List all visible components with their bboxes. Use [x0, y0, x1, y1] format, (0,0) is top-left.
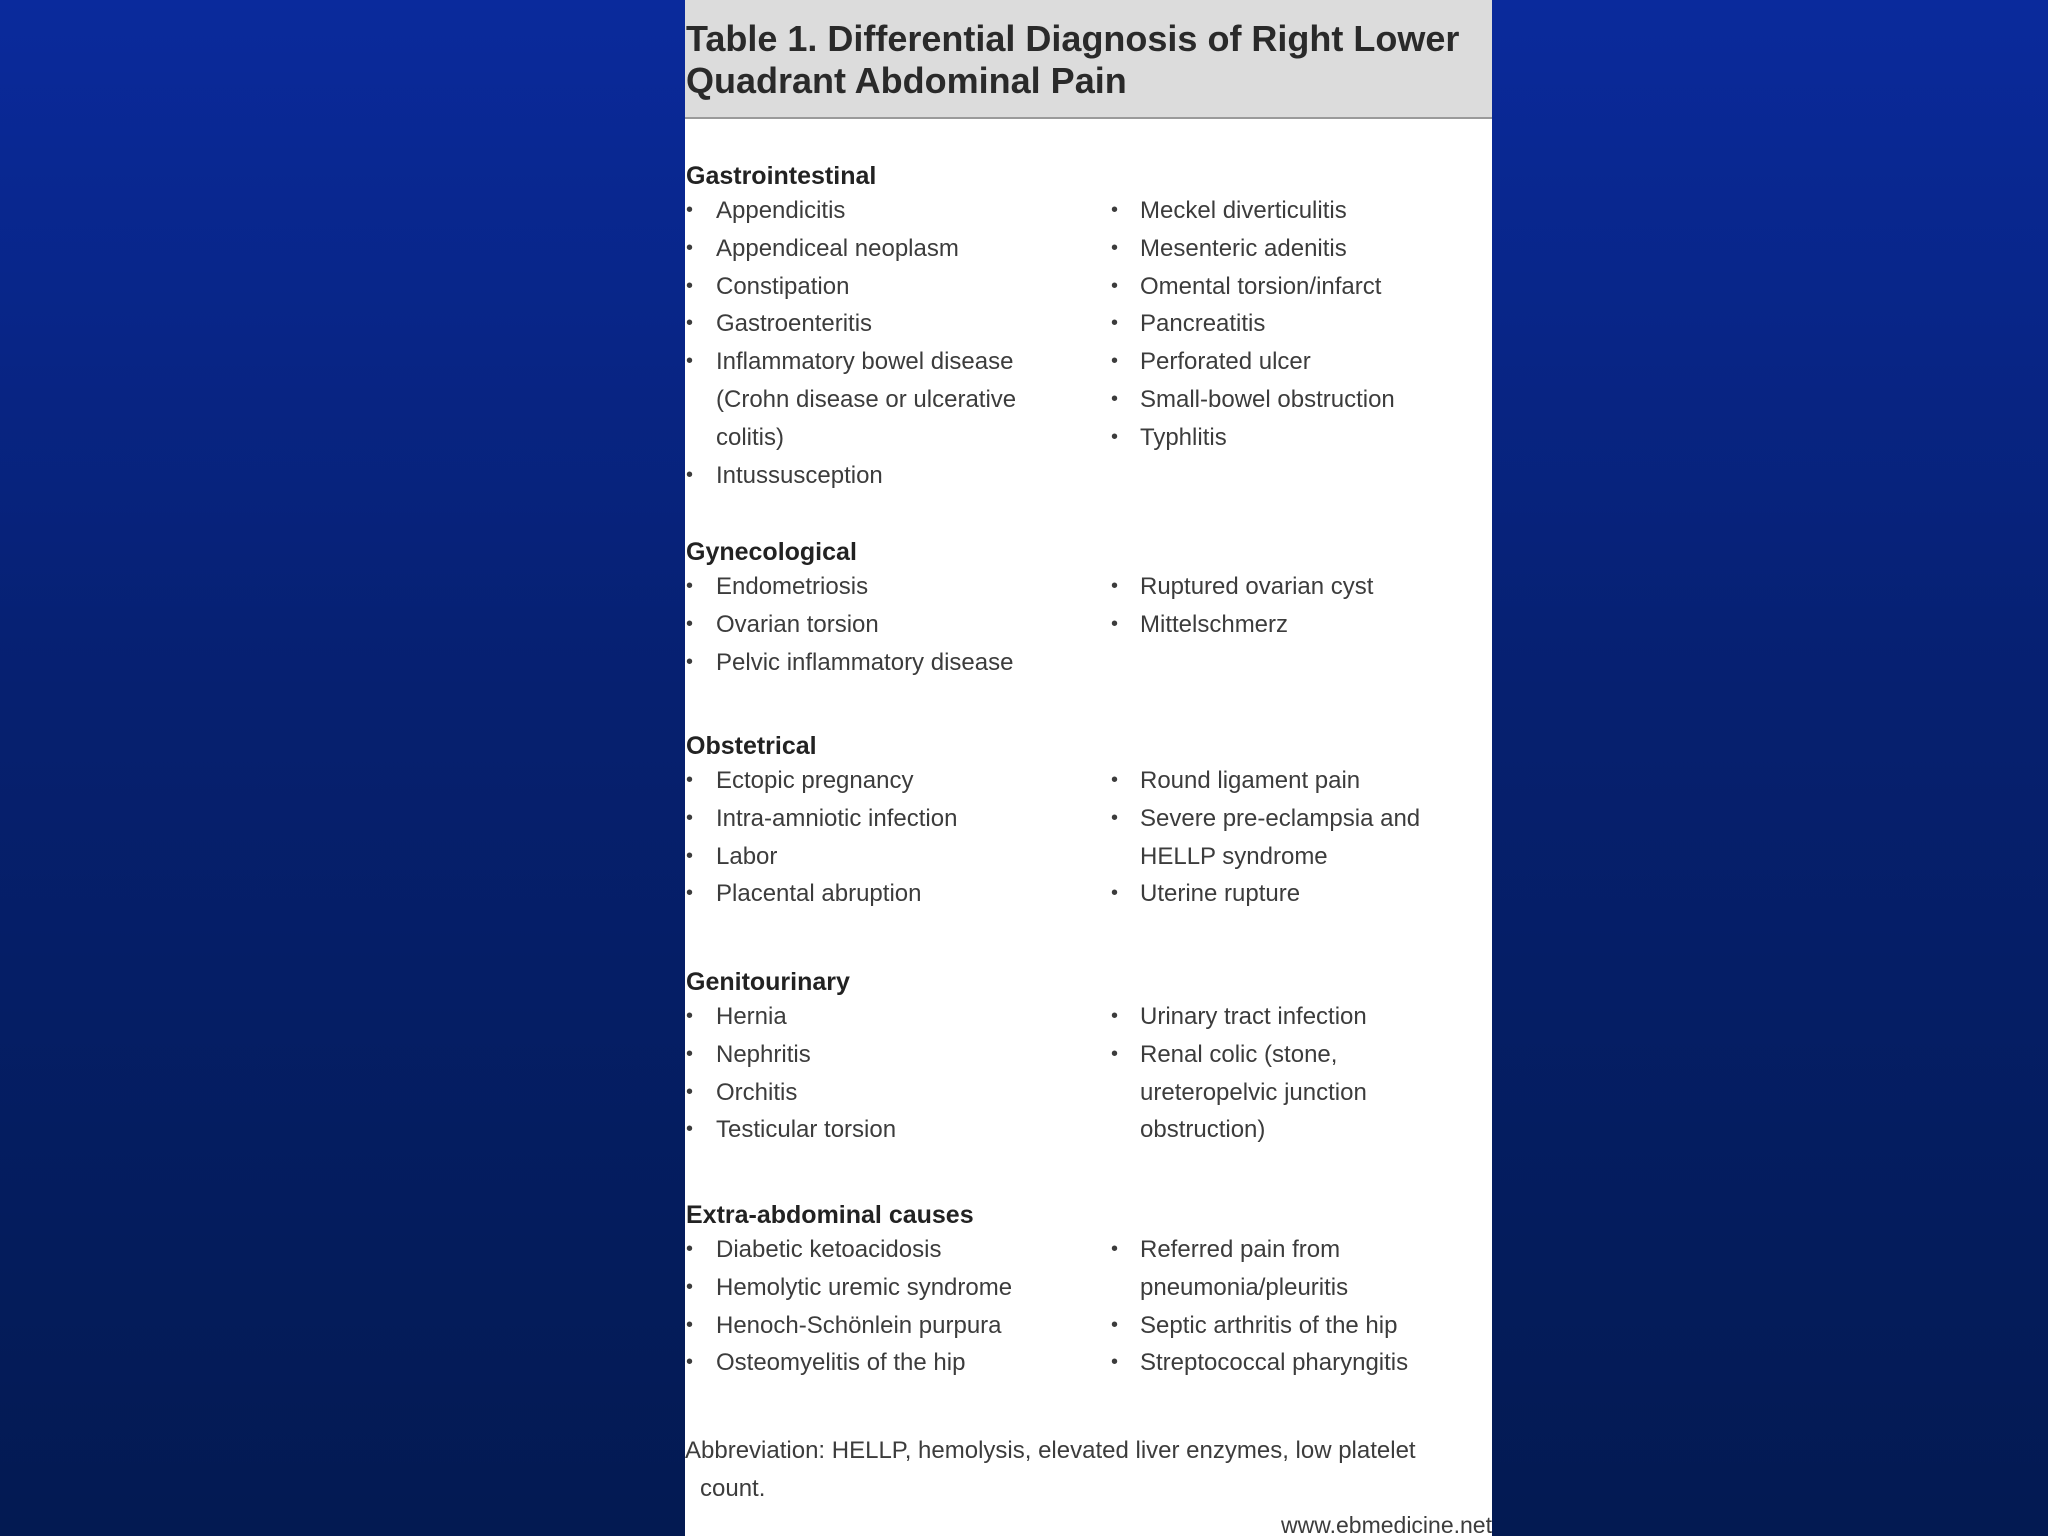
- section-heading: Gynecological: [686, 538, 857, 566]
- list-item: • Inflammatory bowel disease (Crohn disease or ulcerative colitis): [686, 348, 1017, 451]
- list-item: • Labor: [686, 842, 778, 870]
- list-item: • Hemolytic uremic syndrome: [686, 1273, 1013, 1301]
- list-item: • Septic arthritis of the hip: [1111, 1311, 1398, 1339]
- list-item: • Mittelschmerz: [1111, 610, 1289, 638]
- list-item: • Intra-amniotic infection: [686, 804, 958, 832]
- left-column: [685, 192, 1105, 494]
- list-item: • Ovarian torsion: [686, 610, 879, 638]
- list-item: • Uterine rupture: [1111, 880, 1301, 908]
- list-item: • Meckel diverticulitis: [1111, 197, 1347, 224]
- list-item: • Perforated ulcer: [1111, 348, 1311, 376]
- section-gynecological: [685, 536, 1492, 676]
- list-item: • Pelvic inflammatory disease: [686, 648, 1014, 676]
- table-card: [685, 0, 1492, 1536]
- list-item: • Constipation: [686, 272, 850, 300]
- section-heading: Genitourinary: [686, 968, 850, 996]
- right-column: [1108, 998, 1492, 1149]
- section-obstetrical: [685, 730, 1492, 908]
- table-title: Table 1. Differential Diagnosis of Right Lower Quadrant Abdominal Pain: [686, 18, 1460, 101]
- list-item: • Diabetic ketoacidosis: [686, 1236, 942, 1263]
- list-item: • Referred pain from pneumonia/pleuritis: [1111, 1236, 1349, 1301]
- list-item: • Gastroenteritis: [686, 310, 873, 338]
- list-item: • Ruptured ovarian cyst: [1111, 573, 1374, 600]
- section-heading: Extra-abdominal causes: [686, 1201, 974, 1229]
- left-column: [685, 998, 1105, 1149]
- list-item: • Intussusception: [686, 461, 883, 489]
- abbreviation-footnote: [685, 1432, 1475, 1508]
- list-item: • Omental torsion/infarct: [1111, 272, 1382, 300]
- right-column: [1108, 762, 1492, 913]
- list-item: • Osteomyelitis of the hip: [686, 1349, 966, 1377]
- left-column: [685, 762, 1105, 913]
- footnote-line-2: count.: [700, 1475, 766, 1502]
- list-item: • Appendicitis: [686, 197, 846, 224]
- list-item: • Typhlitis: [1111, 423, 1227, 451]
- left-column: [685, 568, 1105, 681]
- list-item: • Urinary tract infection: [1111, 1003, 1367, 1030]
- list-item: • Mesenteric adenitis: [1111, 234, 1347, 262]
- section-gastrointestinal: [685, 160, 1492, 489]
- list-item: • Round ligament pain: [1111, 767, 1361, 794]
- title-bar: [685, 0, 1492, 119]
- list-item: • Testicular torsion: [686, 1116, 897, 1144]
- list-item: • Streptococcal pharyngitis: [1111, 1349, 1409, 1377]
- list-item: • Renal colic (stone, ureteropelvic junction obstruction): [1111, 1040, 1367, 1144]
- section-genitourinary: [685, 966, 1492, 1144]
- section-extra-abdominal: [685, 1199, 1492, 1377]
- footnote-line-1: Abbreviation: HELLP, hemolysis, elevated liver enzymes, low platelet: [685, 1437, 1416, 1464]
- list-item: • Severe pre-eclampsia and HELLP syndrome: [1111, 804, 1421, 870]
- right-column: [1108, 568, 1492, 644]
- right-column: [1108, 1231, 1492, 1382]
- list-item: • Henoch-Schönlein purpura: [686, 1311, 1002, 1339]
- list-item: • Hernia: [686, 1003, 787, 1030]
- list-item: • Ectopic pregnancy: [686, 767, 914, 794]
- list-item: • Small-bowel obstruction: [1111, 385, 1395, 413]
- right-column: [1108, 192, 1492, 457]
- list-item: • Nephritis: [686, 1040, 811, 1068]
- list-item: • Placental abruption: [686, 880, 922, 908]
- list-item: • Pancreatitis: [1111, 310, 1266, 338]
- list-item: • Appendiceal neoplasm: [686, 234, 959, 262]
- left-column: [685, 1231, 1105, 1382]
- section-heading: Obstetrical: [686, 732, 817, 760]
- list-item: • Endometriosis: [686, 573, 869, 600]
- section-heading: Gastrointestinal: [686, 162, 877, 190]
- list-item: • Orchitis: [686, 1078, 798, 1106]
- source-url: www.ebmedicine.net: [1281, 1512, 1492, 1536]
